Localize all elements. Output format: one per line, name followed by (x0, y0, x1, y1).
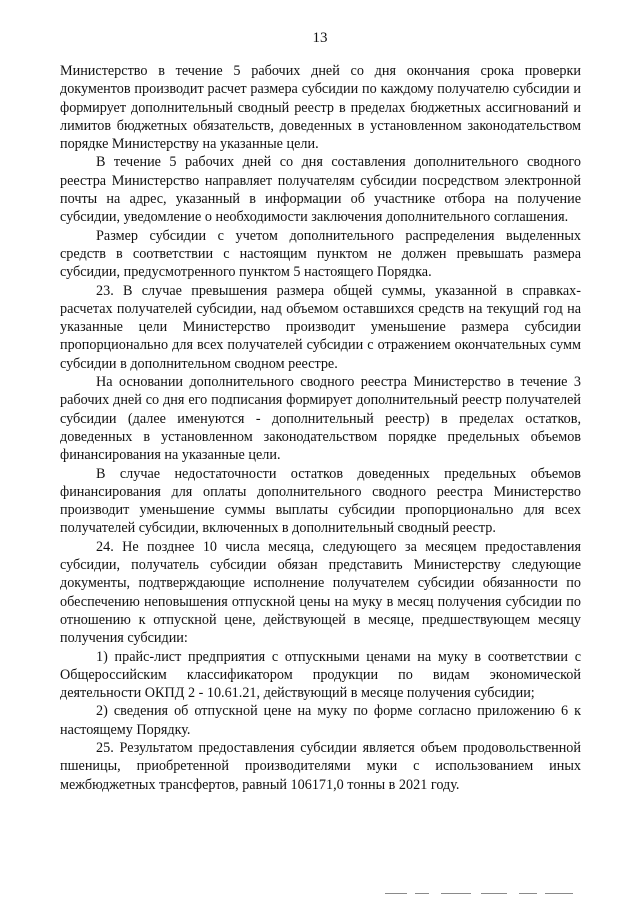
page-number: 13 (312, 30, 328, 46)
paragraph: 24. Не позднее 10 числа месяца, следующего за месяцем предоставления субсидии, получатель субсидии обязан представить Министерству следующие документы, подтверждающие исполнение получателем субсидии обязанности по обеспечению неповышения отпускной цены на муку в месяц получения субсидии по отношению к отпускной цене, действующей в месяце, предшествующем месяцу получения субсидии: (60, 538, 581, 647)
paragraph: 1) прайс-лист предприятия с отпускными ценами на муку в соответствии с Общероссийским классификатором продукции по видам экономической деятельности ОКПД 2 - 10.61.21, действующий в месяце получения субсидии; (60, 648, 581, 702)
paragraph: В течение 5 рабочих дней со дня составления дополнительного сводного реестра Министерство направляет получателям субсидии посредством электронной почты на адрес, указанный в информации об участнике отбора на получение субсидии, уведомление о необходимости заключения дополнительного соглашения. (60, 154, 581, 226)
document-body (60, 62, 581, 794)
paragraph: 23. В случае превышения размера общей суммы, указанной в справках-расчетах получателей субсидии, над объемом оставшихся средств на текущий год на указанные цели Министерство производит уменьшение размера субсидии пропорционально для всех получателей субсидии с отражением окончательных сумм субсидии в дополнительном сводном реестре. (60, 282, 581, 372)
paragraph: На основании дополнительного сводного реестра Министерство в течение 3 рабочих дней со дня его подписания формирует дополнительный реестр получателей субсидии (далее именуются - дополнительный реестр) в пределах остатков, доведенных в установленном законодательством порядке предельных объемов финансирования на указанные цели. (60, 374, 581, 464)
paragraph: Министерство в течение 5 рабочих дней со дня окончания срока проверки документов производит расчет размера субсидии по каждому получателю субсидии и формирует дополнительный сводный реестр в пределах бюджетных ассигнований и лимитов бюджетных обязательств, доведенных в установленном законодательством порядке Министерству на указанные цели. (60, 63, 581, 153)
scan-footer-marks (385, 893, 575, 897)
paragraph: 2) сведения об отпускной цене на муку по форме согласно приложению 6 к настоящему Порядку. (60, 703, 581, 738)
paragraph: Размер субсидии с учетом дополнительного распределения выделенных средств в соответствии с настоящим пунктом не должен превышать размера субсидии, предусмотренного пунктом 5 настоящего Порядка. (60, 227, 581, 281)
paragraph: В случае недостаточности остатков доведенных предельных объемов финансирования для оплаты дополнительного сводного реестра Министерство производит уменьшение суммы выплаты субсидии пропорционально для всех получателей субсидии, включенных в дополнительный сводный реестр. (60, 465, 581, 537)
paragraph: 25. Результатом предоставления субсидии является объем продовольственной пшеницы, приобретенной производителями муки с использованием иных межбюджетных трансфертов, равный 106171,0 тонны в 2021 году. (60, 739, 581, 793)
